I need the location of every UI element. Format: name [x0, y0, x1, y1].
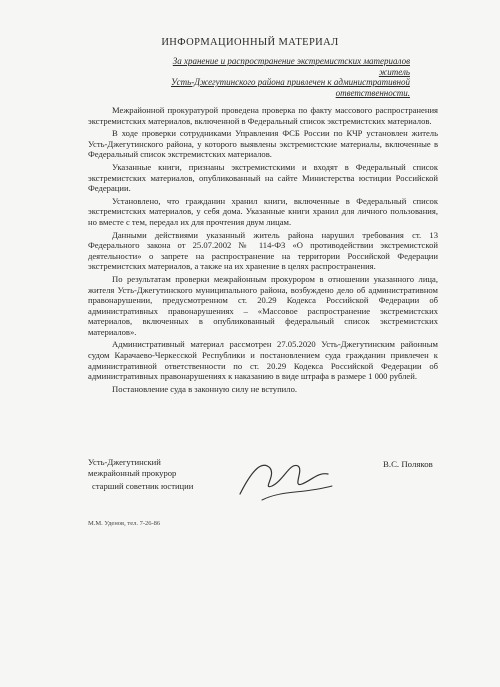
handwritten-signature	[232, 450, 342, 510]
body-paragraph: Данными действиями указанный житель района нарушил требования ст. 13 Федерального закона от 25.07.2002 № 114-ФЗ «О противодействии экстремистской деятельности» о запрете на распространение на территории Российской Федерации экстремистских материалов, а также на их хранение в целях распространения.	[88, 229, 438, 272]
position-rank: старший советник юстиции	[92, 481, 194, 491]
position-line: Усть-Джегутинский	[88, 457, 161, 467]
document-title: ИНФОРМАЦИОННЫЙ МАТЕРИАЛ	[161, 37, 339, 48]
subtitle-line: ответственности.	[335, 87, 410, 98]
body-paragraph: По результатам проверки межрайонным прокурором в отношении указанного лица, жителя Усть-Джегутинского муниципального района, возбуждено дело об административном правонарушении, предусмотренном ст. 20.29 Кодекса Российской Федерации об административных правонарушениях – «Массовое распространение экстремистских материалов, включенных в опубликованный федеральный список экстремистских материалов».	[88, 273, 438, 337]
document-body	[88, 105, 438, 396]
subtitle-line: Усть-Джегутинского района привлечен к административной	[170, 77, 410, 87]
body-paragraph: В ходе проверки сотрудниками Управления ФСБ России по КЧР установлен житель Усть-Джегутинского района, у которого выявлены экстремистские материалы, включенные в Федеральный список экстремистских материалов.	[88, 128, 438, 160]
position-line: межрайонный прокурор	[88, 467, 177, 478]
body-paragraph: Постановление суда в законную силу не вступило.	[112, 383, 298, 394]
body-paragraph: Межрайонной прокуратурой проведена проверка по факту массового распространения экстремистских материалов, включенной в Федеральный список экстремистских материалов.	[88, 105, 438, 126]
executor-contact: М.М. Уденов, тел. 7-26-86	[88, 520, 161, 527]
body-paragraph: Административный материал рассмотрен 27.05.2020 Усть-Джегутинским районным судом Карачаево-Черкесской Республики и постановлением суда гражданин привлечен к административной ответственности по ст. 20.29 Кодекса Российской Федерации об административных правонарушениях к наказанию в виде штрафа в размере 1 000 рублей.	[88, 339, 438, 382]
document-subtitle	[140, 56, 410, 98]
body-paragraph: Установлено, что гражданин хранил книги, включенные в Федеральный список экстремистских материалов, у себя дома. Указанные книги хранил для личного пользования, но вместе с тем, передал их для прочтения двум лицам.	[88, 195, 438, 227]
subtitle-line: За хранение и распространение экстремистских материалов житель	[172, 56, 410, 77]
signatory-name: В.С. Поляков	[383, 459, 433, 469]
body-paragraph: Указанные книги, признаны экстремистскими и входят в Федеральный список экстремистских материалов, опубликованный на сайте Министерства юстиции Российской Федерации.	[88, 161, 438, 194]
